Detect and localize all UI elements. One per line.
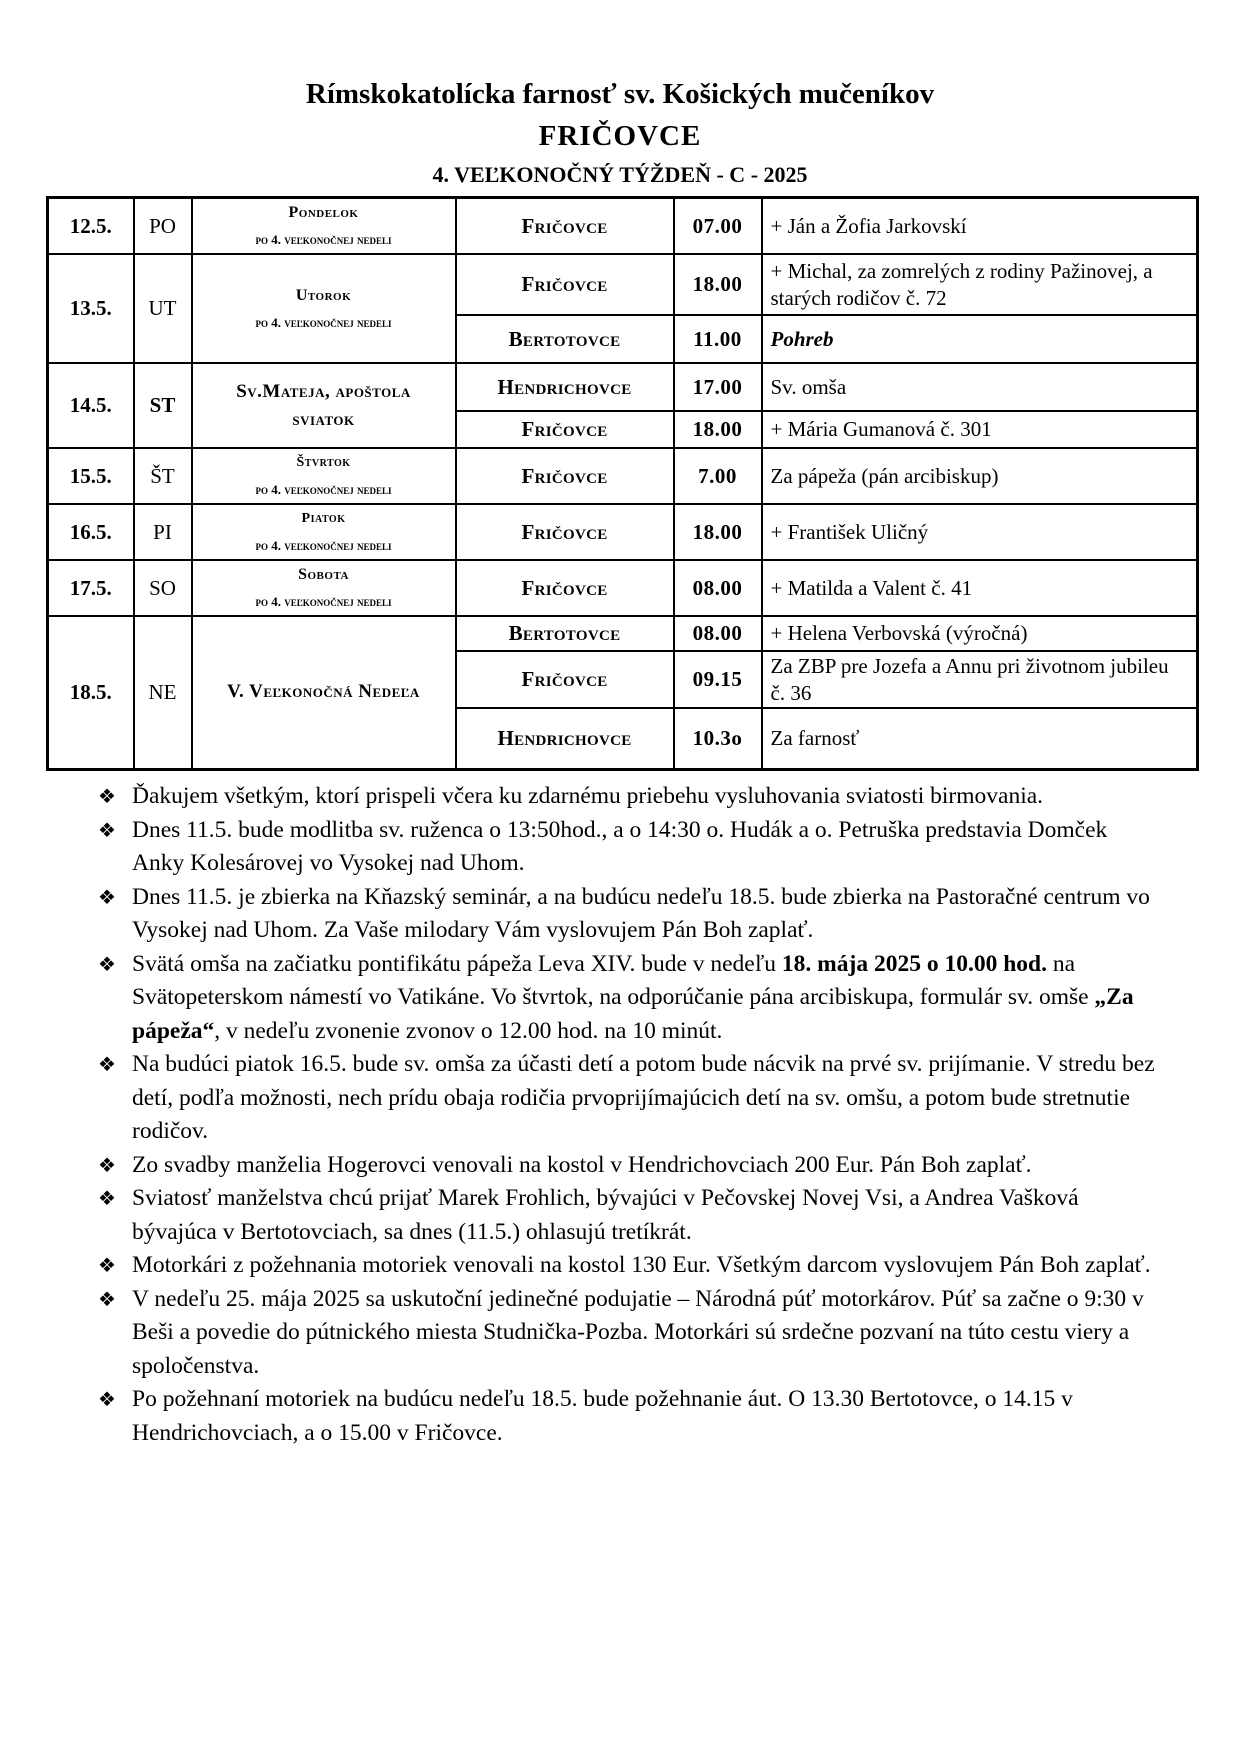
mass-time: 18.00: [674, 254, 762, 315]
list-item: [98, 1283, 1158, 1384]
day-of-week: PI: [134, 504, 192, 560]
mass-place: Bertotovce: [456, 315, 674, 363]
day-date: 16.5.: [48, 504, 134, 560]
announcement-text: Na budúci piatok 16.5. bude sv. omša za účasti detí a potom bude nácvik na prvé sv. prijímanie. V stredu bez detí, podľa možnosti, nech prídu obaja rodičia prvoprijímajúcich detí na sv. omšu, a potom bude stretnutie rodičov.: [132, 1051, 1155, 1144]
table-row: [48, 198, 1198, 255]
week-title: 4. VEĽKONOČNÝ TÝŽDEŇ - C - 2025: [432, 162, 808, 187]
mass-intention: Za ZBP pre Jozefa a Annu pri životnom jubileu č. 36: [762, 651, 1198, 708]
feast-name: Štvrtok: [296, 455, 351, 470]
day-of-week: SO: [134, 560, 192, 616]
table-row: [48, 448, 1198, 504]
announcement-text: Zo svadby manželia Hogerovci venovali na kostol v Hendrichovciach 200 Eur. Pán Boh zaplať.: [132, 1151, 1032, 1178]
day-date: 17.5.: [48, 560, 134, 616]
mass-intention: Sv. omša: [762, 363, 1198, 411]
feast-name: Sobota: [298, 566, 349, 583]
liturgical-day: [192, 198, 456, 255]
announcement-highlight: „Za pápeža“: [132, 984, 1134, 1044]
mass-intention: + Helena Verbovská (výročná): [762, 616, 1198, 651]
bullet-icon: ❖: [98, 817, 116, 842]
feast-name: Sv.Mateja, apoštola: [236, 380, 411, 402]
feast-subtitle: po 4. veľkonočnej nedeli: [255, 594, 392, 609]
bullet-icon: ❖: [98, 951, 116, 976]
mass-place: Fričovce: [456, 198, 674, 255]
feast-subtitle: po 4. veľkonočnej nedeli: [255, 538, 392, 553]
list-item: [98, 1383, 1158, 1450]
mass-time: 17.00: [674, 363, 762, 411]
liturgical-day: [192, 448, 456, 504]
town-title: FRIČOVCE: [538, 120, 702, 152]
feast-subtitle: po 4. veľkonočnej nedeli: [255, 314, 392, 330]
mass-place: Fričovce: [456, 448, 674, 504]
day-date: 15.5.: [48, 448, 134, 504]
liturgical-day: [192, 560, 456, 616]
mass-place: Hendrichovce: [456, 708, 674, 769]
mass-time: 08.00: [674, 616, 762, 651]
list-item: [98, 780, 1158, 814]
feast-name: V. Veľkonočná Nedeľa: [227, 681, 420, 703]
announcement-text: na Svätopeterskom námestí vo Vatikáne. Vo štvrtok, na odporúčanie pána arcibiskupa, formulár sv. omše: [132, 950, 1095, 1010]
feast-name: Pondelok: [288, 204, 359, 221]
table-row: [48, 616, 1198, 651]
announcement-text: Po požehnaní motoriek na budúcu nedeľu 18.5. bude požehnanie áut. O 13.30 Bertotovce, o 14.15 v Hendrichovciach, a o 15.00 v Fričovce.: [132, 1386, 1073, 1446]
liturgical-day: [192, 254, 456, 363]
list-item: [98, 1149, 1158, 1183]
announcement-text: Svätá omša na začiatku pontifikátu pápeža Leva XIV. bude v nedeľu: [132, 950, 782, 977]
announcement-text: Motorkári z požehnania motoriek venovali na kostol 130 Eur. Všetkým darcom vyslovujem Pán Boh zaplať.: [132, 1252, 1151, 1278]
mass-schedule-table: [46, 196, 1199, 771]
day-date: 18.5.: [48, 616, 134, 769]
feast-subtitle: po 4. veľkonočnej nedeli: [255, 232, 392, 247]
mass-place: Bertotovce: [456, 616, 674, 651]
announcement-text: Dnes 11.5. je zbierka na Kňazský seminár, a na budúcu nedeľu 18.5. bude zbierka na Pastoračné centrum vo Vysokej nad Uhom. Za Vaše milodary Vám vyslovujem Pán Boh zaplať.: [132, 883, 1150, 943]
mass-time: 18.00: [674, 504, 762, 560]
feast-subtitle: sviatok: [292, 408, 355, 430]
list-item: [98, 948, 1158, 1049]
table-row: [48, 254, 1198, 315]
mass-place: Fričovce: [456, 254, 674, 315]
feast-subtitle: po 4. veľkonočnej nedeli: [255, 482, 392, 497]
announcement-text: Dnes 11.5. bude modlitba sv. ruženca o 13:50hod., a o 14:30 o. Hudák a o. Petruška predstavia Domček Anky Kolesárovej vo Vysokej nad Uhom.: [132, 816, 1108, 876]
mass-place: Fričovce: [456, 560, 674, 616]
list-item: [98, 814, 1158, 881]
mass-intention: + Matilda a Valent č. 41: [762, 560, 1198, 616]
day-of-week: ST: [134, 363, 192, 448]
table-row: [48, 363, 1198, 411]
mass-time: 08.00: [674, 560, 762, 616]
mass-place: Hendrichovce: [456, 363, 674, 411]
day-date: 14.5.: [48, 363, 134, 448]
list-item: [98, 881, 1158, 948]
announcement-text: Sviatosť manželstva chcú prijať Marek Frohlich, bývajúci v Pečovskej Novej Vsi, a Andrea Vašková bývajúca v Bertotovciach, sa dnes (11.5.) ohlasujú tretíkrát.: [132, 1185, 1079, 1245]
bullet-icon: ❖: [98, 1253, 116, 1277]
liturgical-day: [192, 616, 456, 769]
mass-intention: Pohreb: [762, 315, 1198, 363]
list-item: [98, 1182, 1158, 1249]
liturgical-day: [192, 504, 456, 560]
bullet-icon: ❖: [98, 1152, 116, 1177]
announcement-text: , v nedeľu zvonenie zvonov o 12.00 hod. na 10 minút.: [214, 1017, 723, 1044]
mass-time: 11.00: [674, 315, 762, 363]
liturgical-day: [192, 363, 456, 448]
mass-intention: Za farnosť: [762, 708, 1198, 769]
bullet-icon: ❖: [98, 1052, 116, 1076]
bullet-icon: ❖: [98, 1387, 116, 1411]
announcement-text: V nedeľu 25. mája 2025 sa uskutoční jedinečné podujatie – Národná púť motorkárov. Púť sa začne o 9:30 v Beši a povedie do pútnického miesta Studnička-Pozba. Motorkári sú srdečne pozvaní na túto cestu viery a spoločenstva.: [132, 1285, 1144, 1379]
mass-intention: Za pápeža (pán arcibiskup): [762, 448, 1198, 504]
table-row: [48, 560, 1198, 616]
feast-name: Utorok: [295, 286, 352, 304]
day-of-week: ŠT: [134, 448, 192, 504]
mass-time: 10.3o: [674, 708, 762, 769]
list-item: [98, 1249, 1158, 1283]
mass-time: 09.15: [674, 651, 762, 708]
bullet-icon: ❖: [98, 884, 116, 909]
feast-name: Piatok: [301, 511, 346, 526]
mass-intention: + Michal, za zomrelých z rodiny Pažinovej, a starých rodičov č. 72: [762, 254, 1198, 315]
mass-intention: + František Uličný: [762, 504, 1198, 560]
bullet-icon: ❖: [98, 1186, 116, 1210]
mass-intention: + Ján a Žofia Jarkovskí: [762, 198, 1198, 255]
mass-place: Fričovce: [456, 411, 674, 448]
announcement-highlight: 18. mája 2025 o 10.00 hod.: [781, 950, 1047, 977]
announcements-list: [98, 780, 1158, 1450]
mass-time: 07.00: [674, 198, 762, 255]
table-row: [48, 504, 1198, 560]
bullet-icon: ❖: [98, 784, 116, 808]
mass-place: Fričovce: [456, 504, 674, 560]
day-of-week: PO: [134, 198, 192, 255]
mass-time: 18.00: [674, 411, 762, 448]
day-of-week: UT: [134, 254, 192, 363]
announcement-text: Ďakujem všetkým, ktorí prispeli včera ku zdarnému priebehu vysluhovania sviatosti birmovania.: [132, 783, 1044, 809]
mass-intention: + Mária Gumanová č. 301: [762, 411, 1198, 448]
day-date: 13.5.: [48, 254, 134, 363]
bullet-icon: ❖: [98, 1286, 116, 1311]
mass-place: Fričovce: [456, 651, 674, 708]
list-item: [98, 1048, 1158, 1149]
day-date: 12.5.: [48, 198, 134, 255]
mass-time: 7.00: [674, 448, 762, 504]
day-of-week: NE: [134, 616, 192, 769]
parish-title: Rímskokatolícka farnosť sv. Košických mučeníkov: [305, 78, 935, 110]
